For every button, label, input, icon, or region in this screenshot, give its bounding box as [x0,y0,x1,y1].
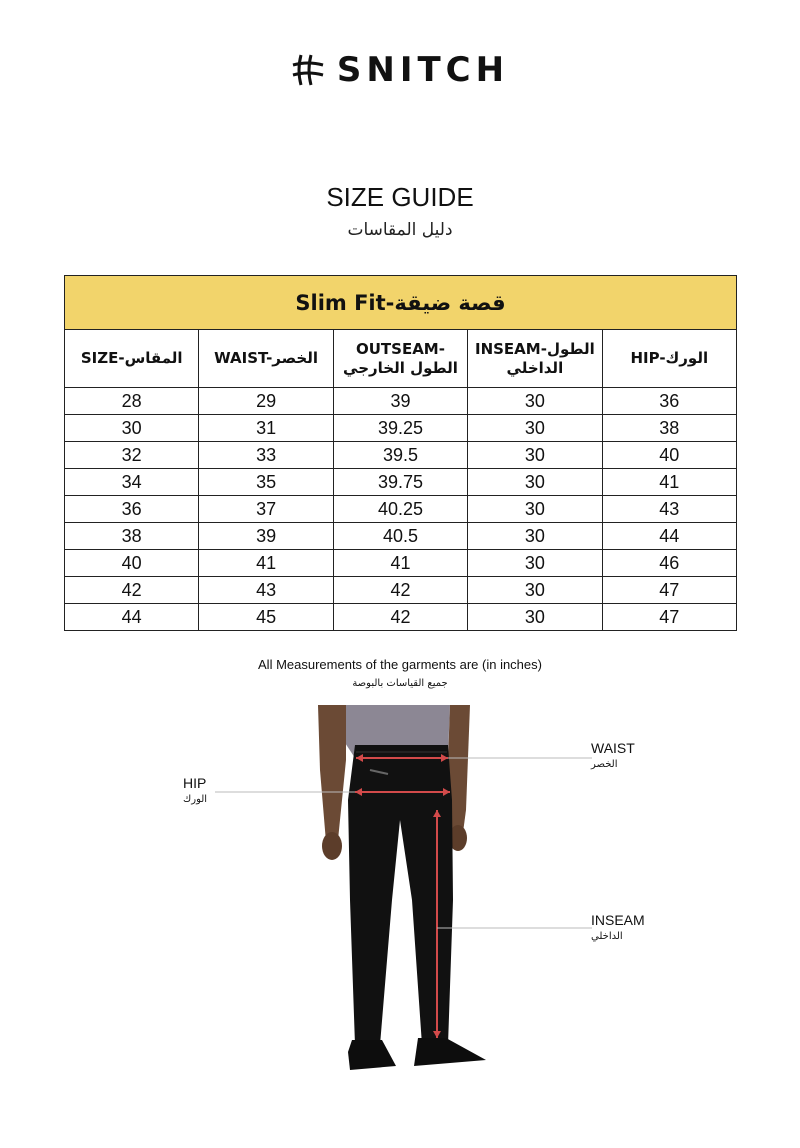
size-table-body [65,388,737,631]
table-cell: 39.5 [333,442,467,469]
table-cell: 40 [65,550,199,577]
table-row [65,523,737,550]
measurement-note: All Measurements of the garments are (in inches) [258,657,542,672]
table-cell: 39.75 [333,469,467,496]
table-cell: 34 [65,469,199,496]
table-row [65,577,737,604]
table-cell: 46 [602,550,736,577]
size-header: SIZE-المقاس [65,330,199,388]
right-shoe-shape [414,1038,486,1066]
table-cell: 47 [602,577,736,604]
table-cell: 30 [468,604,602,631]
brand-logo [0,50,800,90]
waist-header: WAIST-الخصر [199,330,333,388]
table-cell: 30 [468,442,602,469]
table-cell: 41 [199,550,333,577]
table-cell: 30 [468,496,602,523]
table-cell: 32 [65,442,199,469]
table-cell: 29 [199,388,333,415]
table-cell: 28 [65,388,199,415]
size-table [64,275,737,631]
page-title-arabic: دليل المقاسات [347,220,453,240]
table-cell: 30 [468,469,602,496]
waist-label-arabic: الخصر [591,759,618,770]
table-row [65,469,737,496]
table-row [65,442,737,469]
table-cell: 42 [333,604,467,631]
left-hand-shape [322,832,342,860]
table-row [65,550,737,577]
brand-name: SNITCH [336,50,510,90]
column-header-row [65,330,737,388]
table-row [65,604,737,631]
table-cell: 39.25 [333,415,467,442]
table-cell: 36 [65,496,199,523]
table-cell: 30 [468,577,602,604]
table-cell: 39 [333,388,467,415]
table-cell: 41 [333,550,467,577]
table-cell: 43 [602,496,736,523]
table-cell: 43 [199,577,333,604]
outseam-header: OUTSEAM- الطول الخارجي [333,330,467,388]
table-cell: 40 [602,442,736,469]
table-cell: 38 [602,415,736,442]
fit-header-row [65,276,737,330]
table-cell: 42 [65,577,199,604]
table-cell: 30 [468,415,602,442]
table-cell: 39 [199,523,333,550]
table-cell: 40.25 [333,496,467,523]
table-row [65,415,737,442]
table-cell: 44 [602,523,736,550]
table-row [65,388,737,415]
table-cell: 36 [602,388,736,415]
fit-label: Slim Fit-قصة ضيقة [65,276,737,330]
table-cell: 41 [602,469,736,496]
snitch-grid-logo-icon [291,53,325,87]
table-cell: 31 [199,415,333,442]
table-cell: 38 [65,523,199,550]
table-cell: 47 [602,604,736,631]
measurement-diagram [150,700,670,1140]
table-cell: 35 [199,469,333,496]
table-cell: 30 [468,388,602,415]
left-shoe-shape [348,1040,396,1070]
left-arm-shape [318,705,346,842]
waist-label: WAIST [591,740,635,756]
inseam-header: INSEAM-الطول الداخلي [468,330,602,388]
table-cell: 44 [65,604,199,631]
page-title: SIZE GUIDE [326,182,474,212]
hip-label-arabic: الورك [183,794,208,805]
measurement-note-arabic: جميع القياسات بالبوصة [352,678,448,689]
hip-header: HIP-الورك [602,330,736,388]
inseam-label: INSEAM [591,912,645,928]
hip-label: HIP [183,775,207,791]
table-cell: 33 [199,442,333,469]
table-cell: 42 [333,577,467,604]
table-cell: 40.5 [333,523,467,550]
table-cell: 37 [199,496,333,523]
table-row [65,496,737,523]
table-cell: 30 [468,550,602,577]
table-cell: 30 [468,523,602,550]
table-cell: 30 [65,415,199,442]
table-cell: 45 [199,604,333,631]
inseam-label-arabic: الداخلي [591,931,623,942]
